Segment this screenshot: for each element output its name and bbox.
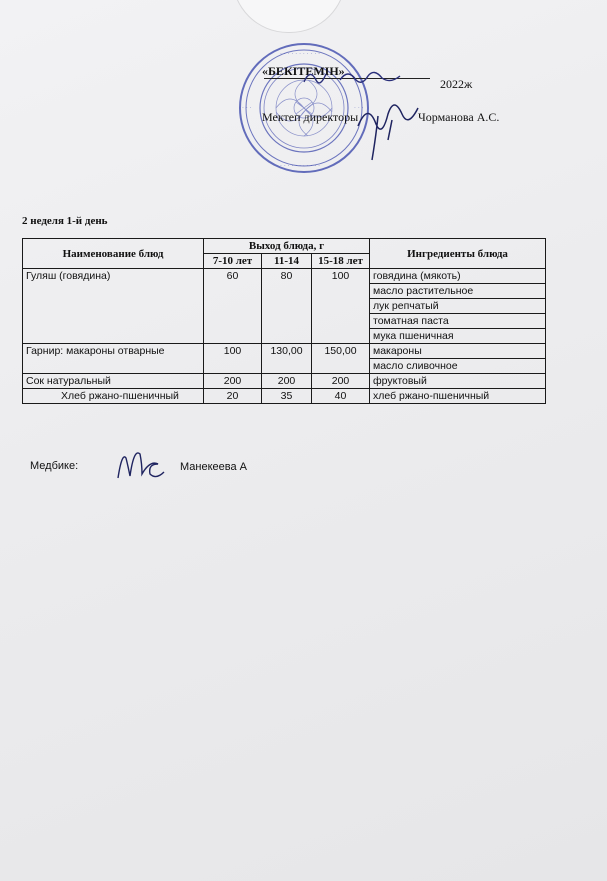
dish-output-7-10: 20 bbox=[204, 389, 262, 404]
header-age-7-10: 7-10 лет bbox=[204, 254, 262, 269]
approval-year: 2022ж bbox=[440, 77, 473, 91]
table-row bbox=[23, 269, 546, 284]
dish-output-15-18: 200 bbox=[312, 374, 370, 389]
ingredient: масло растительное bbox=[370, 284, 546, 299]
paper-clip-shadow bbox=[232, 0, 346, 33]
dish-name: Гуляш (говядина) bbox=[23, 269, 204, 344]
day-title: 2 неделя 1-й день bbox=[22, 215, 108, 227]
svg-text:· · ·: · · · bbox=[354, 105, 364, 112]
approval-title: «БЕКІТЕМІН» bbox=[262, 64, 345, 78]
header-age-15-18: 15-18 лет bbox=[312, 254, 370, 269]
menu-table bbox=[22, 238, 546, 404]
svg-text:· · ·: · · · bbox=[242, 105, 252, 112]
ingredient: томатная паста bbox=[370, 314, 546, 329]
dish-name: Сок натуральный bbox=[23, 374, 204, 389]
dish-output-11-14: 80 bbox=[262, 269, 312, 344]
ingredient: хлеб ржано-пшеничный bbox=[370, 389, 546, 404]
ingredient: макароны bbox=[370, 344, 546, 359]
ingredient: говядина (мякоть) bbox=[370, 269, 546, 284]
dish-output-15-18: 150,00 bbox=[312, 344, 370, 374]
director-signature bbox=[352, 96, 422, 162]
dish-output-15-18: 100 bbox=[312, 269, 370, 344]
header-output: Выход блюда, г bbox=[204, 239, 370, 254]
dish-output-7-10: 60 bbox=[204, 269, 262, 344]
ingredient: масло сливочное bbox=[370, 359, 546, 374]
dish-output-7-10: 200 bbox=[204, 374, 262, 389]
nurse-name: Манекеева А bbox=[180, 461, 247, 473]
dish-output-11-14: 200 bbox=[262, 374, 312, 389]
table-row bbox=[23, 344, 546, 359]
dish-output-7-10: 100 bbox=[204, 344, 262, 374]
dish-name: Гарнир: макароны отварные bbox=[23, 344, 204, 374]
ingredient: мука пшеничная bbox=[370, 329, 546, 344]
nurse-label: Медбике: bbox=[30, 460, 79, 472]
handwritten-date bbox=[300, 62, 420, 90]
ingredient: лук репчатый bbox=[370, 299, 546, 314]
table-row bbox=[23, 389, 546, 404]
nurse-signature bbox=[112, 444, 172, 488]
svg-text:· · · · · · · · · · ·: · · · · · · · · · · · bbox=[280, 51, 321, 58]
dish-output-11-14: 35 bbox=[262, 389, 312, 404]
dish-output-15-18: 40 bbox=[312, 389, 370, 404]
director-label: Мектеп директоры bbox=[262, 110, 359, 124]
header-age-11-14: 11-14 bbox=[262, 254, 312, 269]
director-name: Чорманова А.С. bbox=[418, 110, 500, 124]
dish-name: Хлеб ржано-пшеничный bbox=[23, 389, 204, 404]
header-dish: Наименование блюд bbox=[23, 239, 204, 269]
table-row bbox=[23, 374, 546, 389]
dish-output-11-14: 130,00 bbox=[262, 344, 312, 374]
header-ingredients: Ингредиенты блюда bbox=[370, 239, 546, 269]
ingredient: фруктовый bbox=[370, 374, 546, 389]
svg-text:· · · · · · · · · · ·: · · · · · · · · · · · bbox=[280, 163, 321, 170]
